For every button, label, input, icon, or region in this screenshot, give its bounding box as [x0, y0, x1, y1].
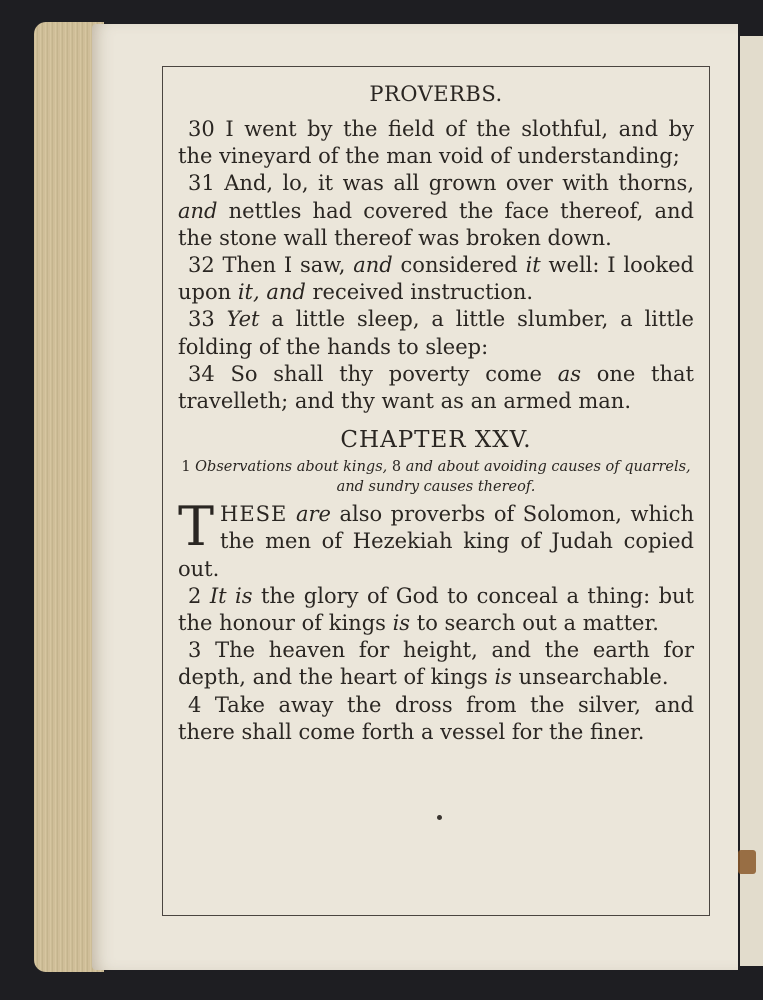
- italic-text: and: [353, 253, 393, 278]
- chapter-24-verses: [178, 116, 694, 415]
- verse-text: [201, 584, 209, 608]
- verse-number: 3: [188, 638, 202, 663]
- verse-text: The heaven for height, and the earth for depth, and the heart of kings: [178, 638, 694, 690]
- verse-1: [178, 495, 694, 583]
- verse-text: the glory of God to conceal a thing: but the honour of kings: [178, 583, 694, 636]
- chapter-25-verses: [178, 583, 694, 746]
- verse: [178, 583, 694, 637]
- italic-text: as: [557, 361, 581, 386]
- verse-number: 31: [188, 171, 215, 196]
- italic-text: is: [392, 611, 411, 636]
- stain-mark: [738, 850, 756, 874]
- verse: [178, 361, 694, 415]
- verse-text: received instruction.: [305, 280, 534, 305]
- verse-number: 32: [188, 253, 215, 278]
- italic-text: and: [266, 280, 306, 305]
- verse-text: [287, 502, 296, 526]
- summary-number-2: 8: [391, 459, 402, 476]
- verse-text: well: I looked upon: [178, 253, 694, 305]
- verse-text: Then I saw,: [214, 253, 354, 278]
- verse-number: 30: [188, 117, 215, 141]
- italic-text: it,: [237, 280, 260, 305]
- verse: [178, 637, 694, 691]
- verse-text: [215, 307, 227, 331]
- verse-text: also proverbs of Solomon, which the men of Hezekiah king of Judah copied out.: [178, 502, 694, 581]
- summary-number-1: 1: [181, 459, 191, 476]
- italic-text: It is: [209, 583, 253, 608]
- verse: [178, 252, 694, 306]
- verse-text: one that travelleth; and thy want as an armed man.: [178, 361, 694, 414]
- chapter-heading: CHAPTER XXV.: [340, 427, 532, 454]
- running-head: PROVERBS.: [369, 82, 503, 106]
- verse-text: Take away the dross from the silver, and there shall come forth a vessel for the finer.: [178, 692, 694, 744]
- drop-cap: T: [178, 495, 215, 559]
- page-text: [178, 80, 694, 746]
- summary-text-2: and about avoiding causes of quarrels, and sundry causes thereof.: [336, 459, 691, 496]
- verse: [178, 692, 694, 746]
- verse-text: a little sleep, a little slumber, a little folding of the hands to sleep:: [178, 307, 694, 359]
- italic-text: and: [178, 198, 218, 223]
- ink-speck: [437, 815, 442, 820]
- verse-text: considered: [392, 253, 526, 278]
- summary-text-1: Observations about kings,: [195, 459, 388, 476]
- verse-text: And, lo, it was all grown over with thorns,: [214, 171, 694, 196]
- verse: [178, 306, 694, 360]
- verse-number: 33: [188, 307, 215, 332]
- next-page-edge: [740, 36, 763, 966]
- italic-text: Yet: [226, 307, 260, 332]
- italic-text: are: [295, 502, 331, 527]
- chapter-summary: [178, 457, 694, 497]
- verse-text: I went by the field of the slothful, and by the vineyard of the man void of understanding;: [178, 117, 694, 169]
- verse-number: 4: [188, 692, 202, 717]
- verse: [178, 170, 694, 252]
- verse-text: to search out a matter.: [410, 611, 659, 636]
- verse-text: unsearchable.: [511, 665, 669, 690]
- verse-number: 2: [188, 583, 202, 608]
- verse-text: So shall thy poverty come: [214, 361, 558, 386]
- verse-text: nettles had covered the face thereof, and the stone wall thereof was broken down.: [178, 198, 694, 250]
- verse-number: 34: [188, 361, 215, 386]
- verse-1-caps: HESE: [220, 502, 288, 527]
- italic-text: it: [525, 253, 541, 278]
- verse: [178, 116, 694, 170]
- italic-text: is: [494, 665, 512, 690]
